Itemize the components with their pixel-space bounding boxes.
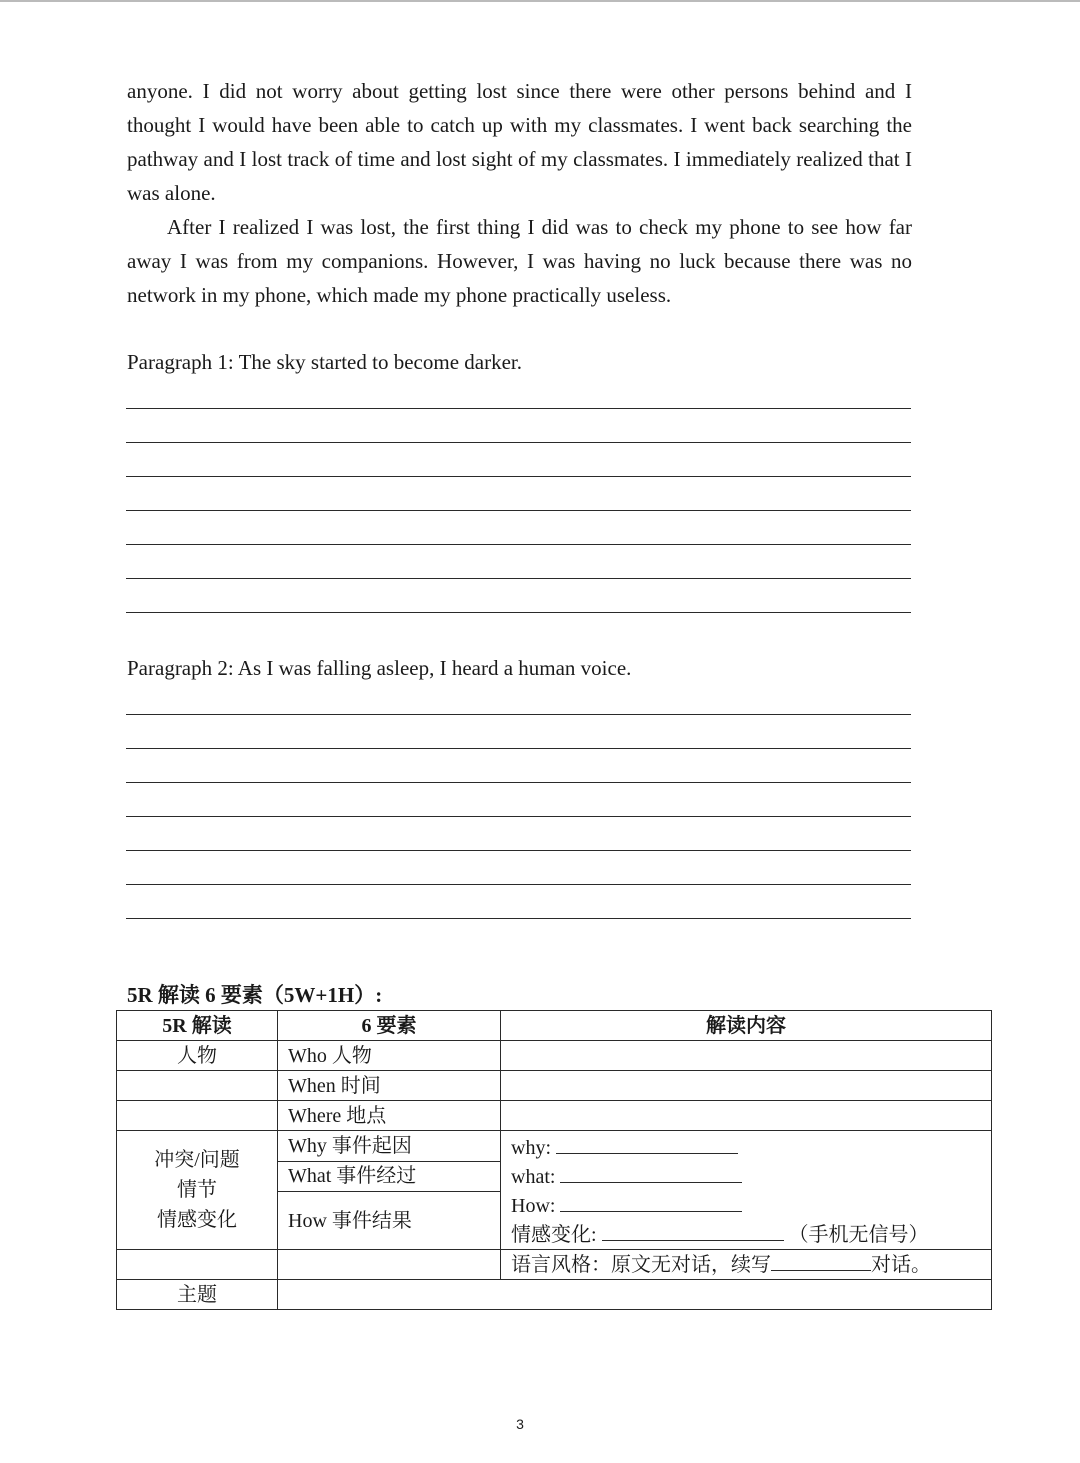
writing-line[interactable] [126,545,911,579]
writing-line[interactable] [126,783,911,817]
header-5r: 5R 解读 [117,1011,278,1041]
paragraph-1-writing-lines[interactable] [126,375,911,613]
table-row-when [117,1071,992,1101]
blank-emotion[interactable] [602,1220,784,1241]
emotion-note: （手机无信号） [788,1224,929,1246]
writing-line[interactable] [126,511,911,545]
label-conflict: 冲突/问题 [154,1149,240,1171]
cell-where: Where 地点 [278,1101,501,1131]
table-title: 5R 解读 6 要素（5W+1H）: [127,983,383,1007]
table-row-why [117,1131,992,1162]
table-row-where [117,1101,992,1131]
writing-line[interactable] [126,851,911,885]
writing-line[interactable] [126,749,911,783]
cell-characters: 人物 [117,1041,278,1071]
label-emotion-change: 情感变化: [511,1224,597,1246]
story-text [127,74,912,312]
blank-what[interactable] [560,1162,742,1183]
story-paragraph-2: After I realized I was lost, the first thing I did was to check my phone to see how far away I was from my companions. However, I was having no luck because there was no network in my phone, which made my phone practically useless. [127,215,912,307]
cell-theme-content[interactable] [278,1280,992,1310]
style-prefix: 语言风格：原文无对话，续写 [511,1254,771,1276]
fill-emotion [511,1220,981,1249]
cell-why-what-how-content[interactable] [501,1131,992,1250]
page-top-border [0,0,1080,2]
header-content: 解读内容 [501,1011,992,1041]
cell-empty[interactable] [117,1101,278,1131]
style-suffix: 对话。 [871,1254,931,1276]
cell-where-content[interactable] [501,1101,992,1131]
writing-line[interactable] [126,579,911,613]
cell-empty[interactable] [117,1071,278,1101]
table-row-theme [117,1280,992,1310]
story-paragraph-1: anyone. I did not worry about getting lost since there were other persons behind and I thought I would have been able to catch up with my classmates. I went back searching the pathway and I lost track of time and lost sight of my classmates. I immediately realized that I was alone. [127,79,912,205]
page-number: 3 [516,1416,524,1432]
blank-why[interactable] [556,1133,738,1154]
cell-when: When 时间 [278,1071,501,1101]
fill-why [511,1133,981,1162]
writing-line[interactable] [126,885,911,919]
cell-who: Who 人物 [278,1041,501,1071]
cell-empty[interactable] [117,1250,278,1280]
cell-when-content[interactable] [501,1071,992,1101]
writing-line[interactable] [126,817,911,851]
cell-empty[interactable] [278,1250,501,1280]
header-6-elements: 6 要素 [278,1011,501,1041]
paragraph-1-prompt: Paragraph 1: The sky started to become darker. [127,350,522,374]
blank-how[interactable] [560,1191,742,1212]
cell-who-content[interactable] [501,1041,992,1071]
paragraph-2-prompt: Paragraph 2: As I was falling asleep, I heard a human voice. [127,656,632,680]
blank-style[interactable] [771,1250,871,1271]
label-plot: 情节 [177,1179,217,1201]
writing-line[interactable] [126,409,911,443]
cell-how: How 事件结果 [278,1192,501,1250]
elements-table [116,1010,992,1310]
writing-line[interactable] [126,375,911,409]
table-row-style [117,1250,992,1280]
label-how: How: [511,1195,556,1217]
writing-line[interactable] [126,477,911,511]
cell-what: What 事件经过 [278,1161,501,1192]
writing-line[interactable] [126,715,911,749]
writing-line[interactable] [126,443,911,477]
cell-theme: 主题 [117,1280,278,1310]
label-emotion: 情感变化 [157,1209,237,1231]
fill-what [511,1162,981,1191]
writing-line[interactable] [126,681,911,715]
table-header-row [117,1011,992,1041]
paragraph-2-writing-lines[interactable] [126,681,911,919]
cell-style [501,1250,992,1280]
cell-conflict-plot-emotion [117,1131,278,1250]
table-row-who [117,1041,992,1071]
fill-how [511,1191,981,1220]
label-what: what: [511,1166,556,1188]
cell-why: Why 事件起因 [278,1131,501,1162]
label-why: why: [511,1137,551,1159]
